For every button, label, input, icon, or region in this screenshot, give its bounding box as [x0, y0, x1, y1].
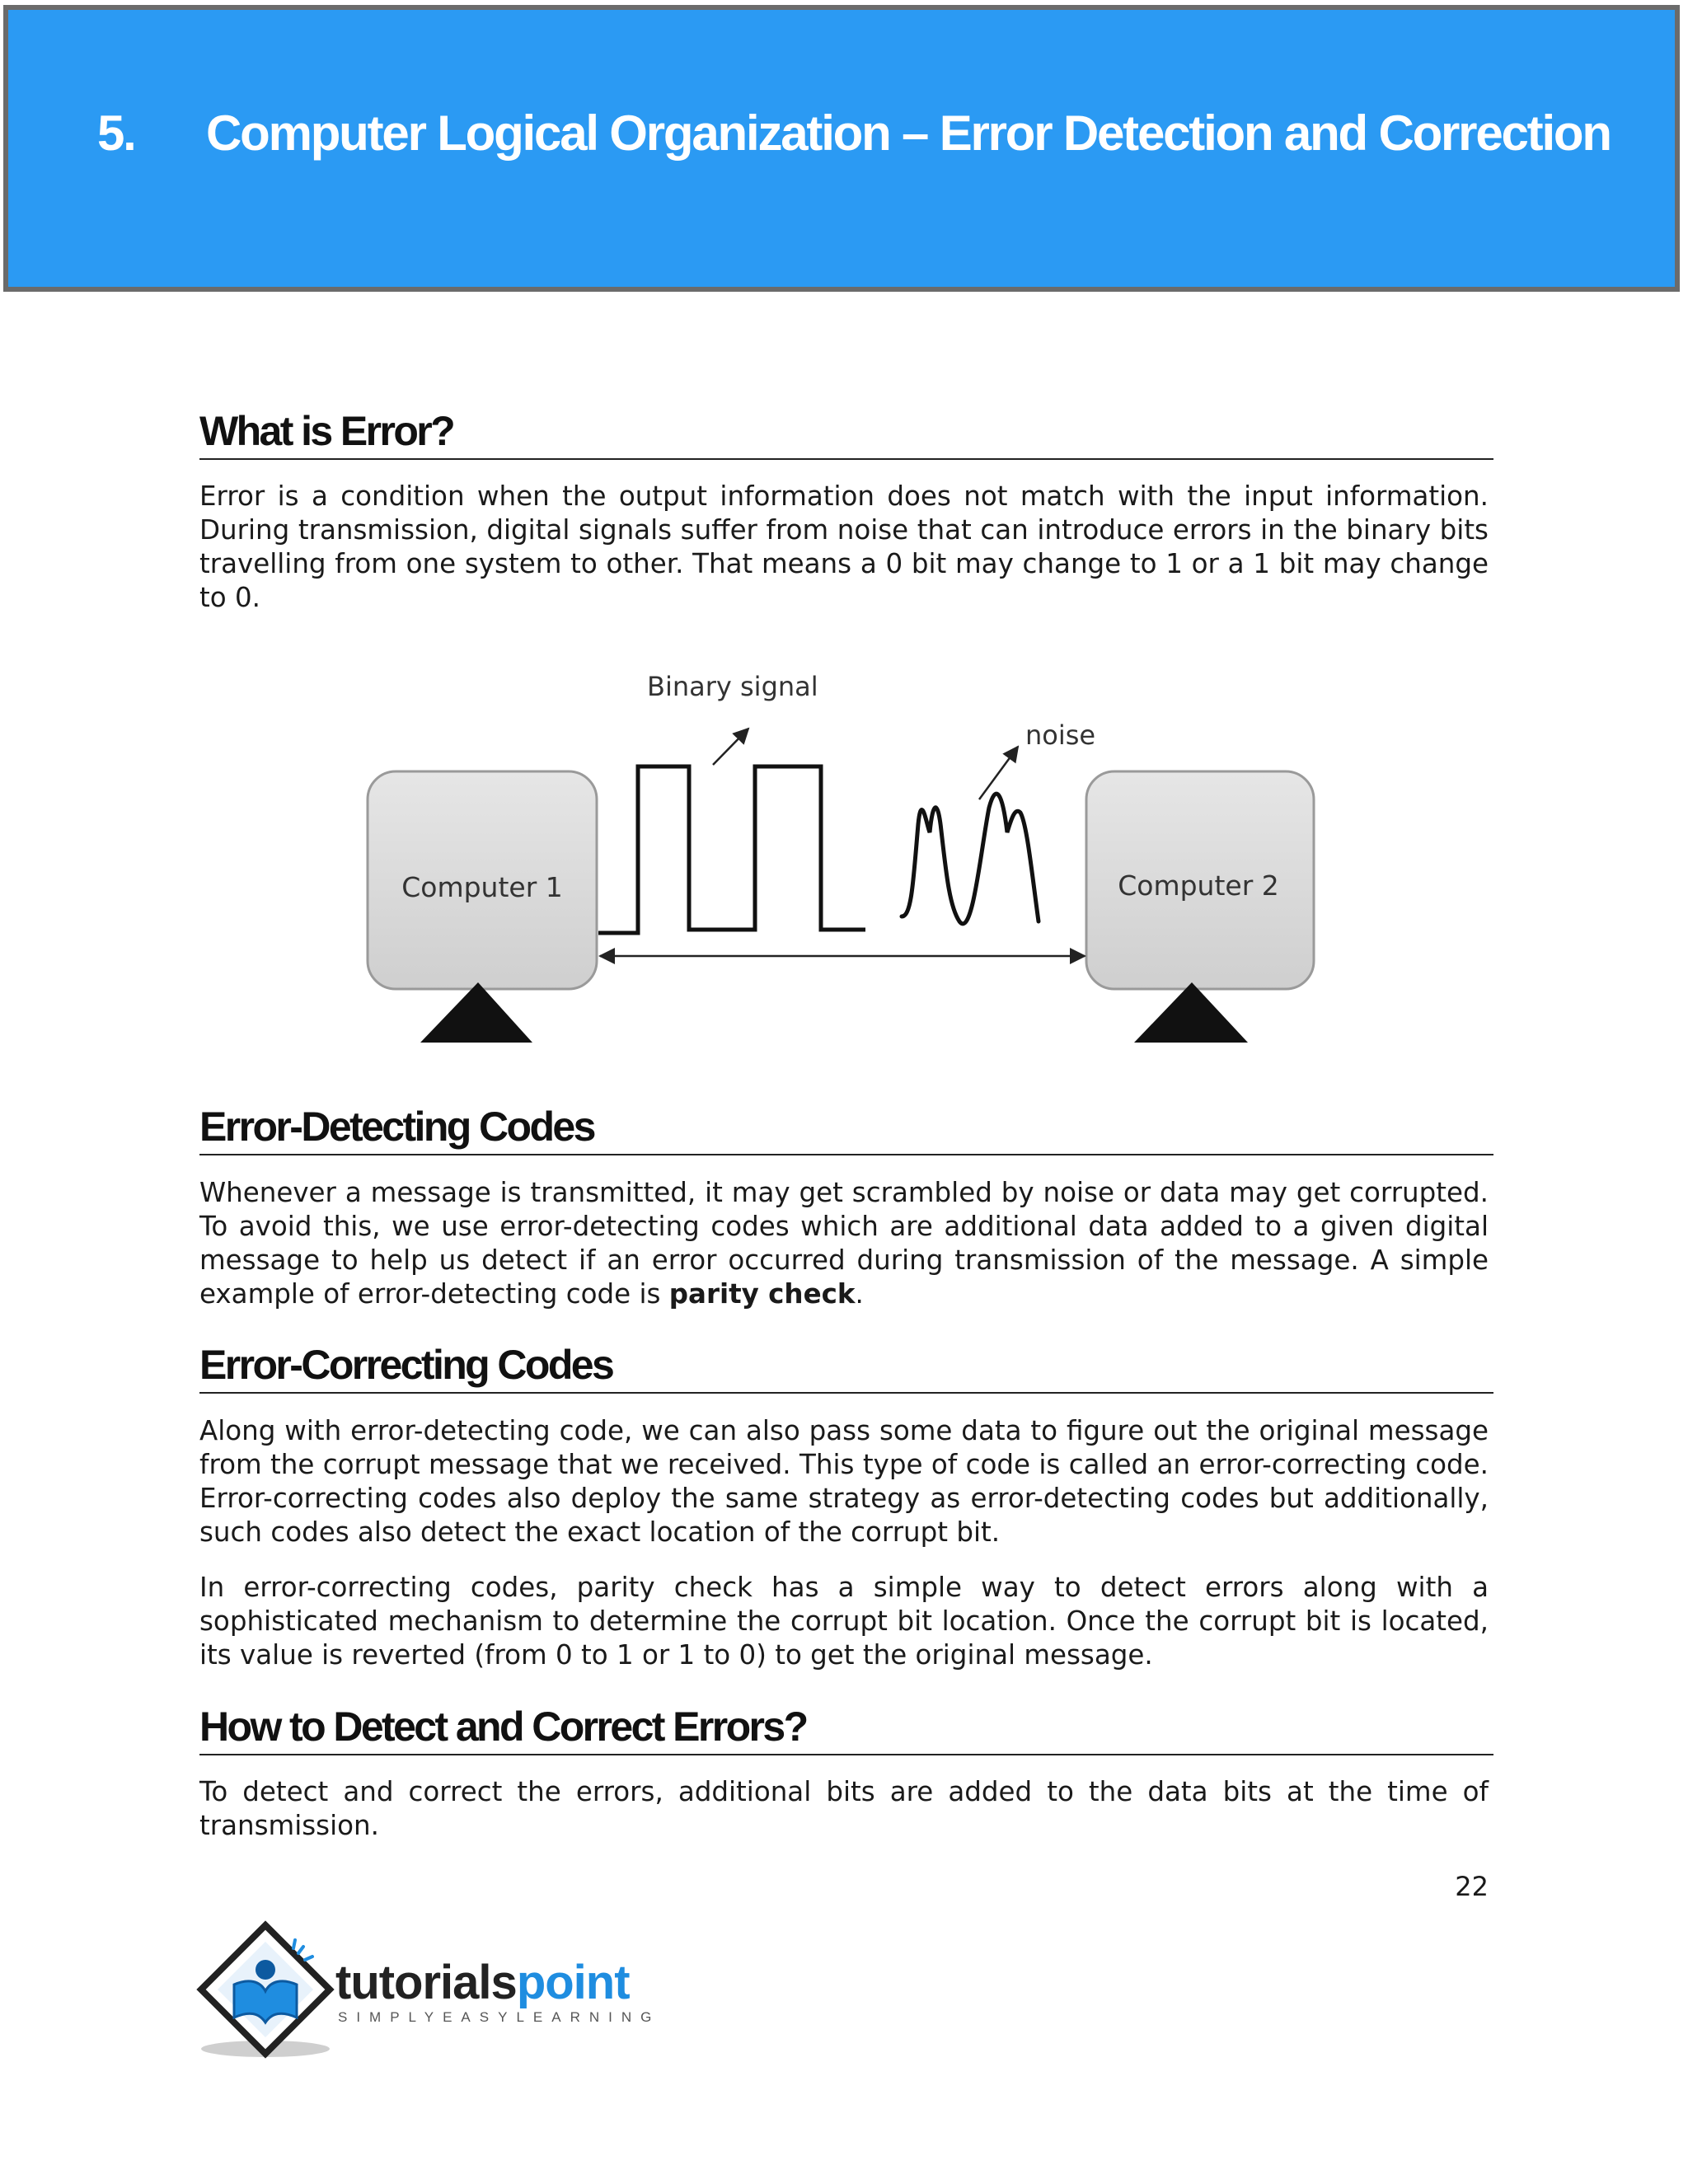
chapter-number: 5. — [97, 105, 135, 161]
error-transmission-diagram — [354, 659, 1327, 1055]
noise-pointer — [979, 747, 1018, 799]
logo-tagline: SIMPLYEASYLEARNING — [338, 2009, 661, 2025]
heading-what-is-error: What is Error? — [199, 407, 1493, 460]
paragraph-error-correcting-1: Along with error-detecting code, we can also pass some data to figure out the original message from the corrupt message that we received. This type of code is called an error-correcting code. Error-correcting codes also deploy the same strategy as error-detecting codes but additionally, such codes also detect the exact location of the corrupt bit. — [199, 1415, 1489, 1548]
binary-signal-pointer — [713, 729, 748, 765]
noisy-signal-wave — [902, 794, 1039, 924]
page-number: 22 — [1455, 1871, 1489, 1902]
computer-1-label: Computer 1 — [401, 871, 563, 903]
paragraph-how-to-detect: To detect and correct the errors, additional bits are added to the data bits at the time of transmission. — [199, 1776, 1489, 1841]
logo-word-point: point — [516, 1956, 630, 2009]
tutorialspoint-logo — [191, 1920, 686, 2069]
logo-emblem-icon — [191, 1920, 340, 2069]
error-detecting-text: Whenever a message is transmitted, it may get scrambled by noise or data may get corrupted. To avoid this, we use error-detecting codes which are additional data added to a given digital message to help us detect if an error occurred during transmission of the message. A simple example of error-detecting code is — [199, 1177, 1489, 1310]
computer-2 — [1086, 771, 1314, 1043]
computer-1 — [368, 771, 597, 1043]
logo-wordmark — [335, 1955, 630, 2010]
computer-1-stand — [420, 982, 532, 1043]
heading-error-detecting-codes: Error-Detecting Codes — [199, 1103, 1493, 1155]
computer-2-label: Computer 2 — [1118, 869, 1279, 902]
binary-signal-wave — [598, 766, 865, 933]
error-detecting-text-end: . — [855, 1278, 864, 1310]
paragraph-error-detecting-codes — [199, 1176, 1489, 1311]
chapter-title — [97, 105, 1611, 162]
noise-label: noise — [1025, 719, 1096, 751]
chapter-title-text: Computer Logical Organization – Error Detection and Correction — [206, 105, 1611, 161]
paragraph-what-is-error: Error is a condition when the output information does not match with the input information. During transmission, digital signals suffer from noise that can introduce errors in the binary bits travelling from one system to other. That means a 0 bit may change to 1 or a 1 bit may change to 0. — [199, 480, 1489, 613]
chapter-banner — [3, 5, 1680, 292]
parity-check-term: parity check — [668, 1278, 856, 1310]
heading-how-to-detect: How to Detect and Correct Errors? — [199, 1703, 1493, 1755]
binary-signal-label: Binary signal — [647, 671, 818, 702]
computer-2-stand — [1134, 982, 1248, 1043]
paragraph-error-correcting-2: In error-correcting codes, parity check has a simple way to detect errors along with a sophisticated mechanism to determine the corrupt bit location. Once the corrupt bit is located, its value is reverted (from 0 to 1 or 1 to 0) to get the original message. — [199, 1572, 1489, 1671]
heading-error-correcting-codes: Error-Correcting Codes — [199, 1341, 1493, 1394]
logo-word-tutorials: tutorials — [335, 1956, 517, 2009]
